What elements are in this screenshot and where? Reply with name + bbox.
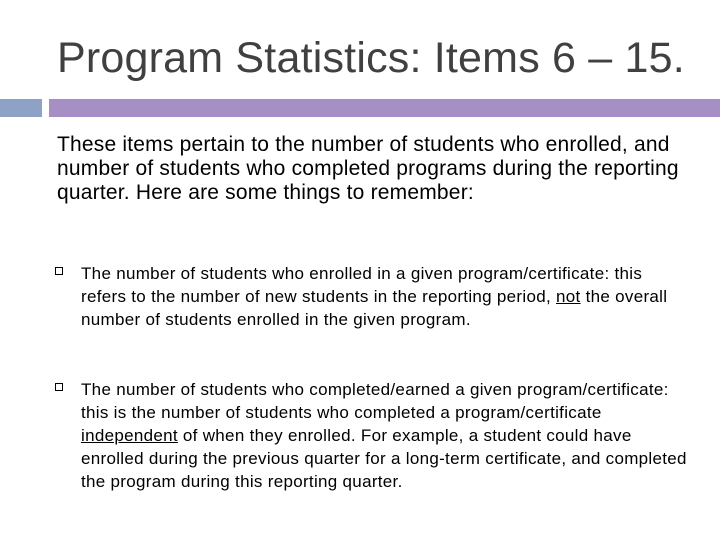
- bullet-text: of when they enrolled. For example, a student could have enrolled during the previous quarter for a long-term certificate, and completed the program during this reporting quarter.: [81, 426, 687, 491]
- hollow-square-bullet-icon: [55, 383, 63, 391]
- intro-paragraph: These items pertain to the number of students who enrolled, and number of students who completed programs during the reporting quarter. Here are some things to remember:: [57, 133, 679, 204]
- bullet-item-completed: [81, 378, 691, 493]
- bullet-item-enrolled: [81, 262, 691, 331]
- emphasis-text: not: [556, 287, 581, 306]
- emphasis-text: independent: [81, 426, 178, 445]
- hollow-square-bullet-icon: [55, 267, 63, 275]
- accent-bar-blue: [0, 99, 42, 117]
- bullet-text: the overall number of students enrolled in the given program.: [81, 287, 668, 329]
- bullet-text: The number of students who enrolled in a given program/certificate: this refers to the number of new students in the reporting period,: [81, 264, 643, 306]
- accent-bar-purple: [49, 99, 720, 117]
- bullet-text: The number of students who completed/earned a given program/certificate: this is the number of students who completed a program/certificate: [81, 380, 669, 422]
- slide-title: Program Statistics: Items 6 – 15.: [57, 34, 685, 82]
